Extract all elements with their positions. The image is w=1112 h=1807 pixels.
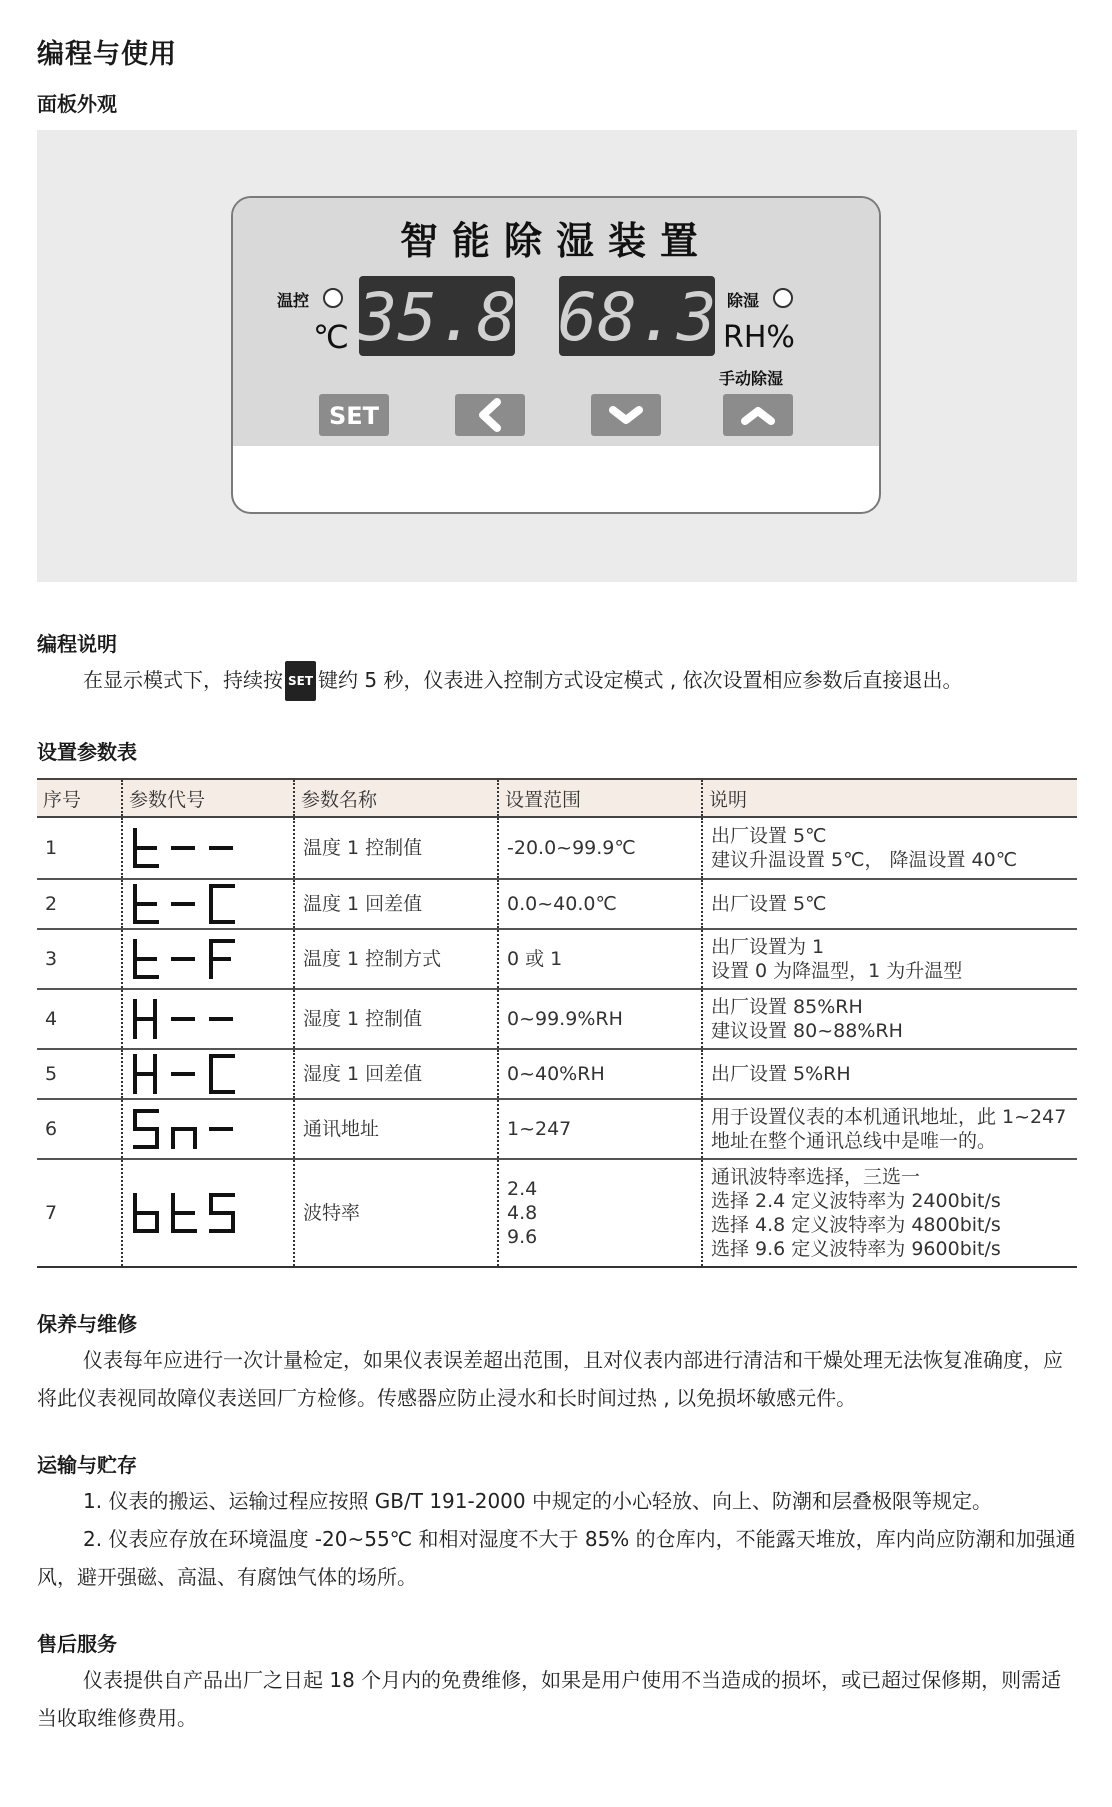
table-row: [37, 817, 1077, 879]
code-char-C: [211, 886, 233, 922]
programming-text-before: 在显示模式下，持续按: [83, 668, 283, 692]
row-code: [122, 929, 294, 989]
row-range: [498, 879, 702, 929]
param-code-glyph: [131, 1107, 251, 1151]
row-no: 1: [37, 817, 122, 879]
maintenance-heading: 保养与维修: [37, 1312, 137, 1336]
left-arrow-icon: [455, 394, 525, 436]
code-char-H: [135, 1001, 155, 1037]
range-line: 4.8: [507, 1202, 538, 1224]
range-line: 0.0~40.0℃: [507, 893, 617, 915]
down-key[interactable]: [591, 394, 661, 436]
param-code-glyph: [131, 1052, 251, 1096]
table-header: [37, 779, 1077, 817]
desc-line: 地址在整个通讯总线中是唯一的。: [711, 1130, 997, 1152]
desc-line: 建议升温设置 5℃， 降温设置 40℃: [711, 849, 1018, 871]
set-key[interactable]: [319, 394, 389, 436]
row-desc: [702, 817, 1077, 879]
col-desc: 说明: [702, 779, 1077, 817]
row-desc: [702, 1099, 1077, 1159]
param-table: [37, 778, 1077, 1268]
desc-line: 选择 9.6 定义波特率为 9600bit/s: [711, 1238, 1001, 1260]
desc-line: 出厂设置为 1: [711, 936, 825, 958]
code-char-S: [211, 1195, 233, 1231]
service-text: 仪表提供自产品出厂之日起 18 个月内的免费维修，如果是用户使用不当造成的损坏，或已超过保修期，则需适当收取维修费用。: [37, 1668, 1062, 1730]
row-desc: [702, 1049, 1077, 1099]
row-no: 2: [37, 879, 122, 929]
manual-dehumid-label: 手动除湿: [719, 369, 784, 388]
row-range: [498, 1099, 702, 1159]
transport-item-1: 1. 仪表的搬运、运输过程应按照 GB/T 191-2000 中规定的小心轻放、向上、防潮和层叠极限等规定。: [83, 1489, 992, 1513]
code-char-F: [211, 941, 233, 977]
humid-unit: RH%: [723, 320, 795, 355]
device-panel: [231, 196, 881, 514]
desc-line: 用于设置仪表的本机通讯地址，此 1~247: [711, 1106, 1067, 1128]
col-code: 参数代号: [122, 779, 294, 817]
code-char-b: [135, 1195, 157, 1231]
desc-line: 通讯波特率选择，三选一: [711, 1166, 921, 1188]
desc-line: 出厂设置 85%RH: [711, 996, 863, 1018]
table-row: [37, 1159, 1077, 1267]
row-name: 通讯地址: [294, 1099, 498, 1159]
row-code: [122, 879, 294, 929]
dehumid-label: 除湿: [727, 291, 760, 310]
row-range: [498, 1159, 702, 1267]
row-range: [498, 929, 702, 989]
programming-heading: 编程说明: [37, 632, 117, 656]
transport-item-2: 2. 仪表应存放在环境温度 -20~55℃ 和相对湿度不大于 85% 的仓库内，不能露天堆放，库内尚应防潮和加强通风，避开强磁、高温、有腐蚀气体的场所。: [37, 1527, 1076, 1589]
code-char-t: [135, 941, 157, 977]
col-no: 序号: [37, 779, 122, 817]
maintenance-text: 仪表每年应进行一次计量检定，如果仪表误差超出范围，且对仪表内部进行清洁和干燥处理无法恢复准确度，应将此仪表视同故障仪表送回厂方检修。传感器应防止浸水和长时间过热 , 以免损坏敏感元件。: [37, 1348, 1063, 1410]
row-no: 7: [37, 1159, 122, 1267]
code-char-S: [135, 1111, 157, 1147]
param-code-glyph: [131, 1191, 251, 1235]
panel-section-heading: 面板外观: [37, 92, 117, 116]
table-row: [37, 929, 1077, 989]
row-name: 温度 1 回差值: [294, 879, 498, 929]
row-code: [122, 989, 294, 1049]
param-code-glyph: [131, 937, 251, 981]
transport-heading: 运输与贮存: [37, 1453, 137, 1477]
code-char-n: [173, 1129, 195, 1147]
dehumid-led-icon: [773, 288, 793, 308]
row-desc: [702, 989, 1077, 1049]
temp-control-led-icon: [323, 288, 343, 308]
temp-display: [359, 276, 515, 356]
up-arrow-icon: [723, 394, 793, 436]
code-char-C: [211, 1056, 233, 1092]
left-key[interactable]: [455, 394, 525, 436]
row-no: 6: [37, 1099, 122, 1159]
table-row: [37, 879, 1077, 929]
desc-line: 出厂设置 5℃: [711, 893, 827, 915]
params-heading: 设置参数表: [37, 740, 137, 764]
temp-control-label: 温控: [277, 291, 310, 310]
row-code: [122, 1049, 294, 1099]
desc-line: 选择 2.4 定义波特率为 2400bit/s: [711, 1190, 1001, 1212]
col-name: 参数名称: [294, 779, 498, 817]
row-name: 波特率: [294, 1159, 498, 1267]
param-code-glyph: [131, 826, 251, 870]
code-char-H: [135, 1056, 155, 1092]
range-line: 0~99.9%RH: [507, 1008, 623, 1030]
row-no: 5: [37, 1049, 122, 1099]
range-line: 2.4: [507, 1178, 538, 1200]
desc-line: 建议设置 80~88%RH: [711, 1020, 903, 1042]
humid-display: [559, 276, 715, 356]
service-heading: 售后服务: [37, 1632, 117, 1656]
down-arrow-icon: [591, 394, 661, 436]
humid-display-value: 68.3: [559, 279, 715, 356]
code-char-t: [173, 1195, 195, 1231]
row-name: 温度 1 控制值: [294, 817, 498, 879]
programming-text-after: 键约 5 秒，仪表进入控制方式设定模式 , 依次设置相应参数后直接退出。: [318, 668, 963, 692]
table-row: [37, 1049, 1077, 1099]
set-key-label: SET: [328, 402, 380, 430]
range-line: 1~247: [507, 1118, 572, 1140]
temp-unit: ℃: [313, 318, 349, 356]
range-line: 0~40%RH: [507, 1063, 605, 1085]
table-row: [37, 989, 1077, 1049]
row-range: [498, 817, 702, 879]
row-name: 湿度 1 回差值: [294, 1049, 498, 1099]
row-code: [122, 1159, 294, 1267]
temp-display-value: 35.8: [359, 279, 515, 356]
desc-line: 出厂设置 5%RH: [711, 1063, 851, 1085]
row-no: 4: [37, 989, 122, 1049]
programming-text: [37, 661, 1077, 701]
param-code-glyph: [131, 997, 251, 1041]
table-row: [37, 1099, 1077, 1159]
row-desc: [702, 879, 1077, 929]
device-title: 智能除湿装置: [399, 219, 712, 263]
row-code: [122, 1099, 294, 1159]
code-char-t: [135, 830, 157, 866]
range-line: 9.6: [507, 1226, 538, 1248]
page-title: 编程与使用: [37, 39, 177, 70]
range-line: -20.0~99.9℃: [507, 837, 636, 859]
row-no: 3: [37, 929, 122, 989]
range-line: 0 或 1: [507, 948, 563, 970]
up-key[interactable]: [723, 394, 793, 436]
desc-line: 设置 0 为降温型，1 为升温型: [711, 960, 963, 982]
row-desc: [702, 929, 1077, 989]
col-range: 设置范围: [498, 779, 702, 817]
set-badge-icon: SET: [285, 661, 316, 701]
param-code-glyph: [131, 882, 251, 926]
row-name: 湿度 1 控制值: [294, 989, 498, 1049]
desc-line: 选择 4.8 定义波特率为 4800bit/s: [711, 1214, 1001, 1236]
desc-line: 出厂设置 5℃: [711, 825, 827, 847]
row-desc: [702, 1159, 1077, 1267]
row-code: [122, 817, 294, 879]
row-range: [498, 1049, 702, 1099]
code-char-t: [135, 886, 157, 922]
row-range: [498, 989, 702, 1049]
row-name: 温度 1 控制方式: [294, 929, 498, 989]
